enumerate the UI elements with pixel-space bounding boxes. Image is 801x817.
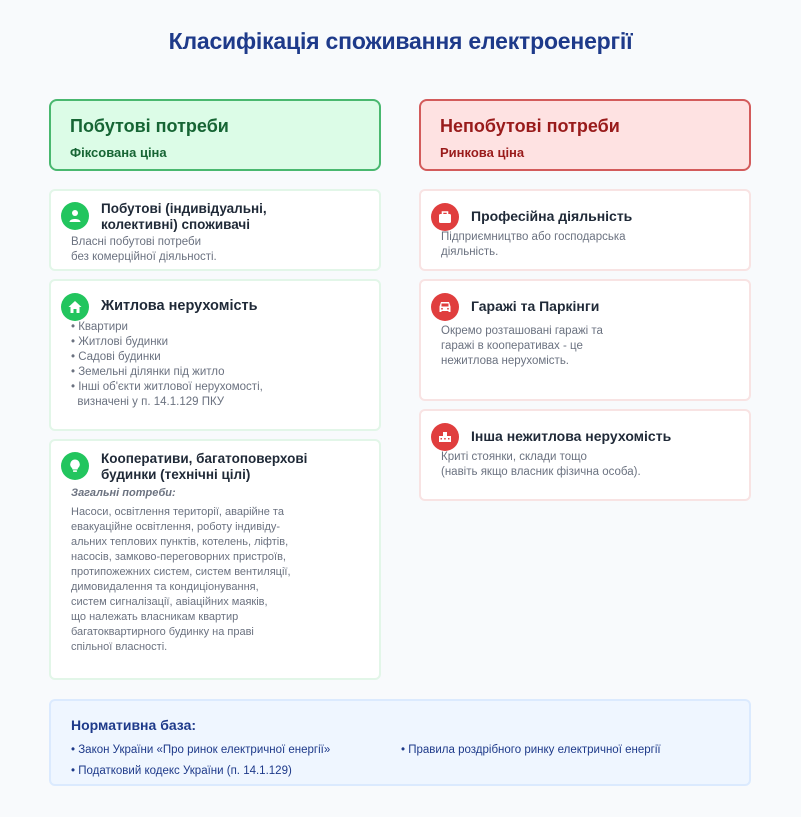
card-cooperatives xyxy=(49,439,381,680)
card-household-consumers xyxy=(49,189,381,271)
regulatory-item: • Правила роздрібного ринку електричної енергії xyxy=(401,744,661,756)
user-icon xyxy=(61,202,89,230)
household-price-label: Фіксована ціна xyxy=(70,145,167,160)
nonhousehold-price-label: Ринкова ціна xyxy=(440,145,525,160)
card-subheading: Загальні потреби: xyxy=(71,487,176,499)
card-description: Підприємництво або господарська діяльність. xyxy=(441,231,626,258)
page-title: Класифікація споживання електроенергії xyxy=(168,28,633,54)
regulatory-basis-title: Нормативна база: xyxy=(71,717,197,733)
card-garages-parking xyxy=(419,279,751,401)
regulatory-item: • Закон України «Про ринок електричної енергії» xyxy=(71,744,331,756)
list-item: • Інші об'єкти житлової нерухомості, xyxy=(71,381,263,393)
lightbulb-icon xyxy=(61,452,89,480)
list-item: визначені у п. 14.1.129 ПКУ xyxy=(71,396,225,408)
nonhousehold-title: Непобутові потреби xyxy=(440,116,620,136)
card-description: Власні побутові потреби без комерційної діяльності. xyxy=(71,236,217,263)
card-title: Житлова нерухомість xyxy=(101,298,258,314)
household-header xyxy=(49,99,381,171)
card-title: Інша нежитлова нерухомість xyxy=(471,428,672,444)
card-professional-activity xyxy=(419,189,751,271)
card-description: Криті стоянки, склади тощо (навіть якщо власник фізична особа). xyxy=(441,451,641,478)
home-icon xyxy=(61,293,89,321)
card-title: Кооперативи, багатоповерхові будинки (технічні цілі) xyxy=(101,451,308,482)
regulatory-item: • Податковий кодекс України (п. 14.1.129) xyxy=(71,765,292,777)
card-title: Побутові (індивідуальні, колективні) споживачі xyxy=(101,201,267,232)
card-other-nonresidential xyxy=(419,409,751,501)
card-list xyxy=(71,320,263,410)
list-item: • Житлові будинки xyxy=(71,336,169,348)
card-title: Професійна діяльність xyxy=(471,208,633,224)
card-residential-property xyxy=(49,279,381,431)
list-item: • Квартири xyxy=(71,321,128,333)
card-title: Гаражі та Паркінги xyxy=(471,298,600,314)
briefcase-icon xyxy=(431,203,459,231)
nonhousehold-header xyxy=(419,99,751,171)
card-description: Окремо розташовані гаражі та гаражі в кооперативах - це нежитлова нерухомість. xyxy=(441,325,603,367)
household-title: Побутові потреби xyxy=(70,116,229,136)
card-description: Насоси, освітлення території, аварійне та евакуаційне освітлення, роботу індивіду- альних теплових пунктів, котелень, ліфтів, насосів, замково-переговорних пристроїв, протипожежних систем, систем вентиляції, димовидалення та кондиціонування, систем сигналізації, авіаційних маяків, що належать власникам квартир багатоквартирного будинку на праві спільної власності. xyxy=(71,506,291,653)
regulatory-basis-panel xyxy=(49,699,751,786)
car-icon xyxy=(431,293,459,321)
building-icon xyxy=(431,423,459,451)
list-item: • Земельні ділянки під житло xyxy=(71,366,225,378)
list-item: • Садові будинки xyxy=(71,351,161,363)
